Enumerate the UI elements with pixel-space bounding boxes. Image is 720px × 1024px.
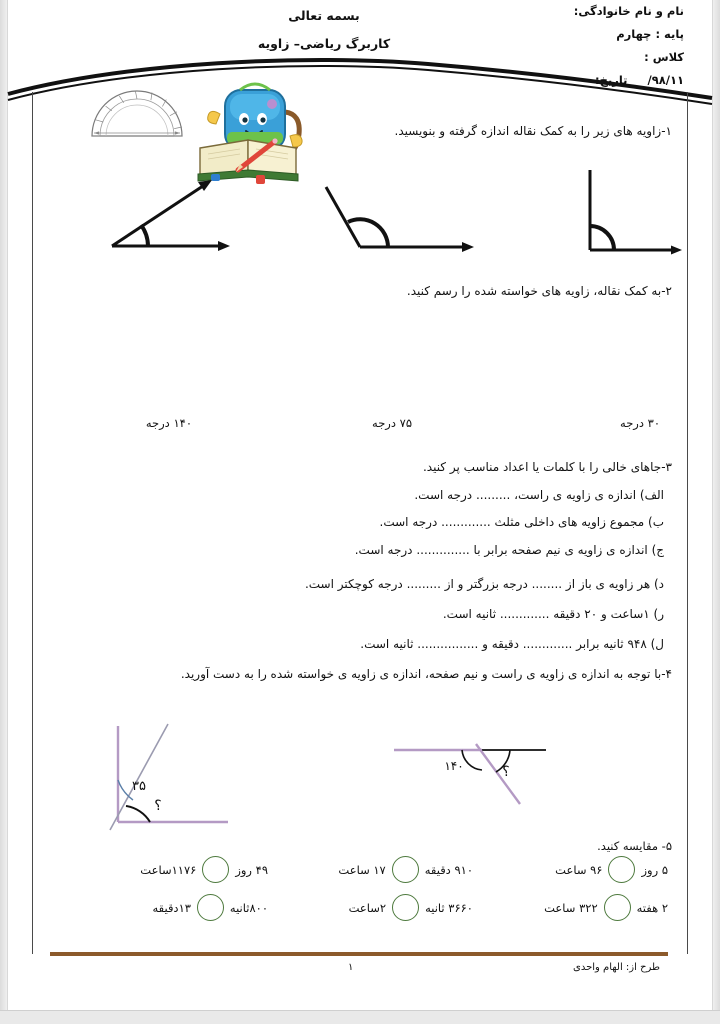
- comparison-row-4: [544, 894, 668, 921]
- comparison-answer-circle[interactable]: [202, 856, 229, 883]
- grade-label: پایه : چهارم: [616, 27, 684, 41]
- date-value: ۹۸/۱۱/: [647, 73, 684, 87]
- question-5-text: ۵- مقایسه کنید.: [597, 839, 672, 853]
- date-row: [444, 73, 684, 87]
- comparison-answer-circle[interactable]: [604, 894, 631, 921]
- question-3d-text: د) هر زاویه ی باز از ........ درجه بزرگتر و از ......... درجه کوچکتر است.: [304, 577, 664, 591]
- page-bottom-edge: [0, 1010, 720, 1024]
- question-4-text: ۴-با توجه به اندازه ی زاویه ی راست و نیم صفحه، اندازه ی زاویه ی خواسته شده را به دست آورید.: [180, 667, 672, 681]
- comparison-term-left: ۱۳دقیقه: [152, 900, 191, 915]
- footer-credit: طرح از: الهام واحدی: [573, 962, 660, 973]
- angle-figure-q4-left: [100, 718, 330, 838]
- angle-figure-right: [568, 170, 698, 260]
- degree-label-30: ۳۰ درجه: [620, 416, 660, 430]
- q4-right-unknown-value: ؟: [502, 764, 510, 780]
- footer-rule: [50, 952, 668, 956]
- comparison-row-6: [152, 894, 268, 921]
- degree-label-140: ۱۴۰ درجه: [145, 416, 192, 430]
- comparison-term-left: ۲ساعت: [348, 900, 387, 915]
- student-name-label: نام و نام خانوادگی:: [573, 4, 684, 18]
- question-3l-text: ل) ۹۴۸ ثانیه برابر ............. دقیقه و ................ ثانیه است.: [360, 637, 664, 651]
- question-3r-text: ر) ۱ساعت و ۲۰ دقیقه ............. ثانیه است.: [442, 607, 664, 621]
- comparison-term-left: ۱۱۷۶ساعت: [140, 862, 197, 877]
- comparison-term-right: ۳۶۶۰ ثانیه: [425, 900, 473, 915]
- page-title: کاربرگ ریاضی– زاویه: [257, 36, 391, 51]
- q4-left-unknown-value: ؟: [154, 798, 162, 814]
- date-label: تاریخ:: [595, 73, 628, 87]
- question-2-text: ۲-به کمک نقاله، زاویه های خواسته شده را رسم کنید.: [406, 284, 672, 298]
- question-3a-text: الف) اندازه ی زاویه ی راست، ......... درجه است.: [414, 488, 664, 502]
- comparison-answer-circle[interactable]: [392, 894, 419, 921]
- question-3c-text: ج) اندازه ی زاویه ی نیم صفحه برابر با .............. درجه است.: [354, 543, 664, 557]
- comparison-term-left: ۳۲۲ ساعت: [544, 900, 598, 915]
- comparison-answer-circle[interactable]: [392, 856, 419, 883]
- comparison-term-right: ۲ هفته: [636, 900, 668, 915]
- angle-figure-acute: [96, 160, 236, 260]
- page-edge-right: [712, 0, 720, 1023]
- q4-right-known-value: ۱۴۰: [444, 759, 464, 773]
- page-edge-left: [0, 0, 8, 1023]
- question-3-text: ۳-جاهای خالی را با کلمات یا اعداد مناسب پر کنید.: [422, 460, 672, 474]
- worksheet-page: [8, 0, 712, 1010]
- comparison-answer-circle[interactable]: [608, 856, 635, 883]
- comparison-term-right: ۵ روز: [641, 862, 668, 877]
- title-block: [194, 8, 454, 64]
- comparison-row-3: [140, 856, 268, 883]
- angle-figure-q4-right: [386, 732, 586, 822]
- comparison-term-right: ۸۰۰ثانیه: [229, 900, 268, 915]
- comparison-term-left: ۹۶ ساعت: [555, 862, 603, 877]
- comparison-term-left: ۱۷ ساعت: [338, 862, 386, 877]
- footer-page-number: ۱: [348, 962, 354, 973]
- comparison-row-5: [349, 894, 473, 921]
- comparison-row-1: [555, 856, 668, 883]
- class-label: کلاس :: [644, 50, 684, 64]
- degree-label-75: ۷۵ درجه: [372, 416, 412, 430]
- question-3b-text: ب) مجموع زاویه های داخلی مثلث ............. درجه است.: [379, 515, 664, 529]
- comparison-term-right: ۴۹ روز: [235, 862, 268, 877]
- angle-figure-obtuse: [326, 165, 486, 260]
- question-1-text: ۱-زاویه های زیر را به کمک نقاله اندازه گرفته و بنویسید.: [394, 124, 672, 138]
- student-info-block: [444, 4, 684, 96]
- frame-rule-left: [32, 92, 33, 954]
- comparison-term-right: ۹۱۰ دقیقه: [424, 862, 473, 877]
- comparison-answer-circle[interactable]: [197, 894, 224, 921]
- comparison-row-2: [338, 856, 473, 883]
- protractor-icon: [92, 91, 182, 136]
- bismillah-text: بسمه تعالی: [288, 8, 360, 23]
- comparison-grid: [48, 856, 668, 928]
- q4-left-known-value: ۳۵: [132, 779, 146, 794]
